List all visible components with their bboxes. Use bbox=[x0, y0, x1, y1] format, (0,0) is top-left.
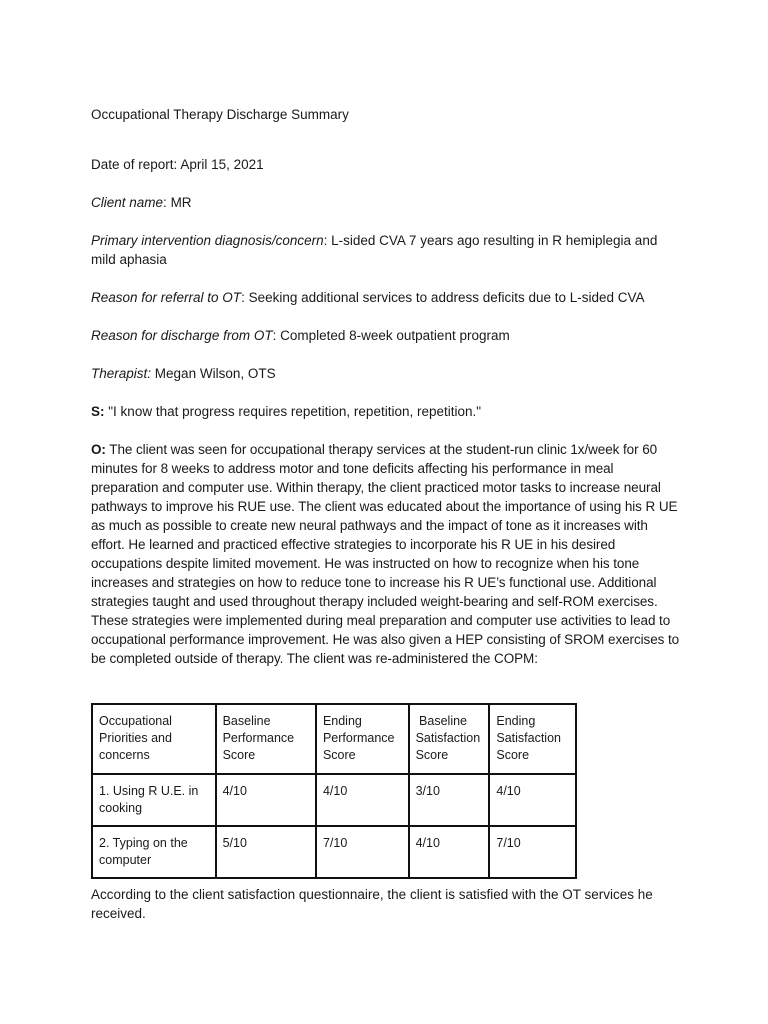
table-cell: 2. Typing on the computer bbox=[92, 826, 216, 878]
header-cell: Ending Satisfaction Score bbox=[489, 704, 576, 774]
discharge-reason: Reason for discharge from OT: Completed 8-week outpatient program bbox=[91, 328, 510, 343]
table-cell: 4/10 bbox=[409, 826, 490, 878]
header-cell: Ending Performance Score bbox=[316, 704, 409, 774]
objective-label: O: bbox=[91, 442, 106, 457]
referral-reason: Reason for referral to OT: Seeking additional services to address deficits due to L-sided CVA bbox=[91, 290, 645, 305]
date-label: Date of report: bbox=[91, 157, 178, 172]
table-cell: 4/10 bbox=[216, 774, 316, 826]
therapist-label: Therapist: bbox=[91, 366, 152, 381]
table-cell: 7/10 bbox=[489, 826, 576, 878]
table-row bbox=[92, 826, 576, 878]
therapist bbox=[91, 364, 681, 383]
diagnosis-value: L-sided CVA 7 years ago resulting in R hemiplegia and mild aphasia bbox=[91, 233, 658, 267]
table-header-row bbox=[92, 704, 576, 774]
referral-label: Reason for referral to OT bbox=[91, 290, 242, 305]
table-cell: 4/10 bbox=[489, 774, 576, 826]
therapist-value: Megan Wilson, OTS bbox=[154, 366, 276, 381]
subjective-text: "I know that progress requires repetition, repetition, repetition." bbox=[108, 404, 482, 419]
client-name: Client name: MR bbox=[91, 195, 192, 210]
header-cell: Occupational Priorities and concerns bbox=[92, 704, 216, 774]
header-cell: Baseline Performance Score bbox=[216, 704, 316, 774]
objective-text: The client was seen for occupational therapy services at the student-run clinic 1x/week for 60 minutes for 8 weeks to address motor and tone deficits affecting his performance in meal preparation and computer use. Within therapy, the client practiced motor tasks to increase neural pathways to improve his RUE use. The client was educated about the importance of using his R UE as much as possible to create new neural pathways and the impact of tone as it increases with effort. He learned and practiced effective strategies to incorporate his R UE in his desired occupations despite limited movement. He was instructed on how to recognize when his tone increases and strategies on how to reduce tone to increase his R UE’s functional use. Additional strategies taught and used throughout therapy included weight-bearing and self-ROM exercises. These strategies were implemented during meal preparation and computer use activities to lead to occupational performance improvement. He was also given a HEP consisting of SROM exercises to be completed outside of therapy. The client was re-administered the COPM: bbox=[91, 442, 680, 666]
table-cell: 1. Using R U.E. in cooking bbox=[92, 774, 216, 826]
date-value: April 15, 2021 bbox=[180, 157, 264, 172]
primary-diagnosis: Primary intervention diagnosis/concern: L-sided CVA 7 years ago resulting in R hemiplegia and mild aphasia bbox=[91, 233, 658, 267]
date-of-report bbox=[91, 155, 681, 174]
subjective-section bbox=[91, 402, 681, 421]
client-name-label: Client name bbox=[91, 195, 164, 210]
diagnosis-label: Primary intervention diagnosis/concern bbox=[91, 233, 324, 248]
table-cell: 5/10 bbox=[216, 826, 316, 878]
discharge-value: Completed 8-week outpatient program bbox=[280, 328, 510, 343]
closing-statement: According to the client satisfaction questionnaire, the client is satisfied with the OT services he received. bbox=[91, 887, 653, 921]
discharge-label: Reason for discharge from OT bbox=[91, 328, 273, 343]
table-cell: 4/10 bbox=[316, 774, 409, 826]
client-name-value: MR bbox=[170, 195, 192, 210]
table-cell: 3/10 bbox=[409, 774, 490, 826]
referral-value: Seeking additional services to address deficits due to L-sided CVA bbox=[248, 290, 645, 305]
subjective-label: S: bbox=[91, 404, 105, 419]
table-cell: 7/10 bbox=[316, 826, 409, 878]
header-cell: Baseline Satisfaction Score bbox=[409, 704, 490, 774]
copm-table bbox=[91, 703, 577, 879]
objective-section bbox=[91, 440, 681, 668]
table-row bbox=[92, 774, 576, 826]
document-title: Occupational Therapy Discharge Summary bbox=[91, 107, 349, 122]
